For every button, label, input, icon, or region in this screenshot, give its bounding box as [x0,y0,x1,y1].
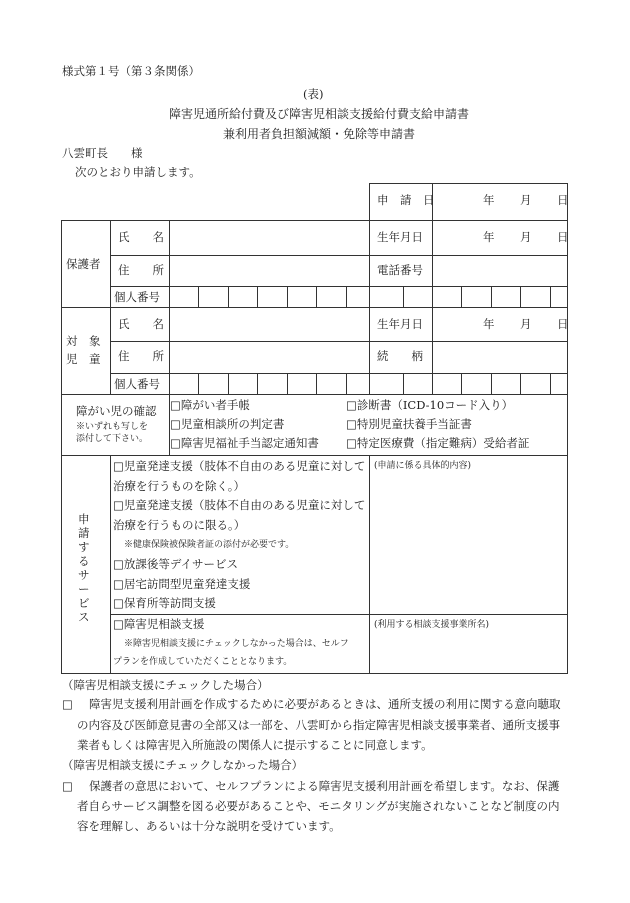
apply-date-day: 日 [557,193,569,207]
guardian-id-label: 個人番号 [114,290,160,304]
consent-checked-line-2: の内容及び医師意見書の全部又は一部を、八雲町から指定障害児相談支援事業者、通所支援事 [77,718,560,732]
disability-confirm-note-2: 添付して下さい。 [76,434,149,444]
child-relation-label: 続 柄 [377,349,423,363]
guardian-birth-day: 日 [557,230,569,244]
service-consult-note-1: ※障害児相談支援にチェックしなかった場合は、セルフ [124,639,349,649]
disability-option-welfare-allowance[interactable]: □障害児福祉手当認定通知書 [170,436,319,450]
intro-text: 次のとおり申請します。 [75,165,201,179]
guardian-name-label: 氏 名 [118,230,164,244]
services-section-label: 申請するサービス [78,512,90,624]
addressee: 八雲町長 様 [62,146,143,160]
service-insurance-note: ※健康保険被保険者証の添付が必要です。 [124,540,295,550]
consent-unchecked-line-2: 者自らサービス調整を図る必要があることや、モニタリングが実施されないことなど制度の内 [77,799,560,813]
service-consult-note-2: プランを作成していただくこととなります。 [113,657,293,667]
child-address-label: 住 所 [118,349,164,363]
consent-checked-line-1: 障害児支援利用計画を作成するために必要があるときは、通所支援の利用に関する意向聴取 [89,697,561,711]
disability-option-handbook[interactable]: □障がい者手帳 [170,398,250,412]
disability-option-diagnosis[interactable]: □診断書（ICD-10コード入り） [346,398,514,412]
child-id-label: 個人番号 [114,377,160,391]
guardian-birth-month: 月 [520,230,532,244]
service-option-nursery-visit[interactable]: □保育所等訪問支援 [113,596,216,610]
guardian-address-label: 住 所 [118,263,164,277]
child-birth-month: 月 [520,317,532,331]
apply-date-label: 申 請 日 [377,193,435,207]
guardian-birth-label: 生年月日 [377,230,423,244]
service-provider-label: (利用する相談支援事業所名) [374,620,490,630]
consent-unchecked-header: （障害児相談支援にチェックしなかった場合） [62,758,304,772]
service-option-child-dev-1[interactable]: □児童発達支援（肢体不自由のある児童に対して [113,459,366,473]
child-birth-day: 日 [557,317,569,331]
service-option-after-school[interactable]: □放課後等デイサービス [113,557,239,571]
child-section-label-1: 対 象 [66,334,101,348]
service-option-child-dev-2-cont: 治療を行うものに限る。） [113,518,246,532]
child-section-label-2: 児 童 [66,352,101,366]
apply-date-year: 年 [483,193,495,207]
guardian-phone-label: 電話番号 [377,263,423,277]
consent-unchecked-checkbox[interactable]: □ [62,779,73,793]
disability-confirm-note-1: ※いずれも写しを [76,422,149,432]
consent-unchecked-line-1: 保護者の意思において、セルフプランによる障害児支援利用計画を希望します。なお、保護 [89,779,560,793]
consent-checked-header: （障害児相談支援にチェックした場合） [62,678,269,692]
service-option-home-visit[interactable]: □居宅訪問型児童発達支援 [113,577,251,591]
consent-checked-line-3: 業者もしくは障害児入所施設の関係人に提示することに同意します。 [77,738,433,752]
consent-unchecked-line-3: 容を理解し、あるいは十分な説明を受けています。 [77,819,341,833]
disability-confirm-label: 障がい児の確認 [76,404,157,418]
guardian-birth-year: 年 [483,230,495,244]
apply-date-month: 月 [520,193,532,207]
form-title-line2: 兼利用者負担額減額・免除等申請書 [223,127,416,141]
service-option-consultation[interactable]: □障害児相談支援 [113,617,205,631]
consent-checked-checkbox[interactable]: □ [62,697,73,711]
service-option-child-dev-2[interactable]: □児童発達支援（肢体不自由のある児童に対して [113,498,366,512]
service-option-child-dev-1-cont: 治療を行うものを除く。） [113,479,246,493]
disability-option-judgment[interactable]: □児童相談所の判定書 [170,417,285,431]
form-title-line1: 障害児通所給付費及び障害児相談支援給付費支給申請書 [169,107,470,121]
service-detail-label: (申請に係る具体的内容) [374,461,472,471]
guardian-section-label: 保護者 [66,257,101,271]
form-number: 様式第１号（第３条関係） [62,64,200,78]
child-name-label: 氏 名 [118,317,164,331]
form-side-label: (表) [303,87,324,101]
child-birth-label: 生年月日 [377,317,423,331]
child-birth-year: 年 [483,317,495,331]
disability-option-medical-certificate[interactable]: □特定医療費（指定難病）受給者証 [346,436,530,450]
disability-option-special-allowance[interactable]: □特別児童扶養手当証書 [346,417,472,431]
